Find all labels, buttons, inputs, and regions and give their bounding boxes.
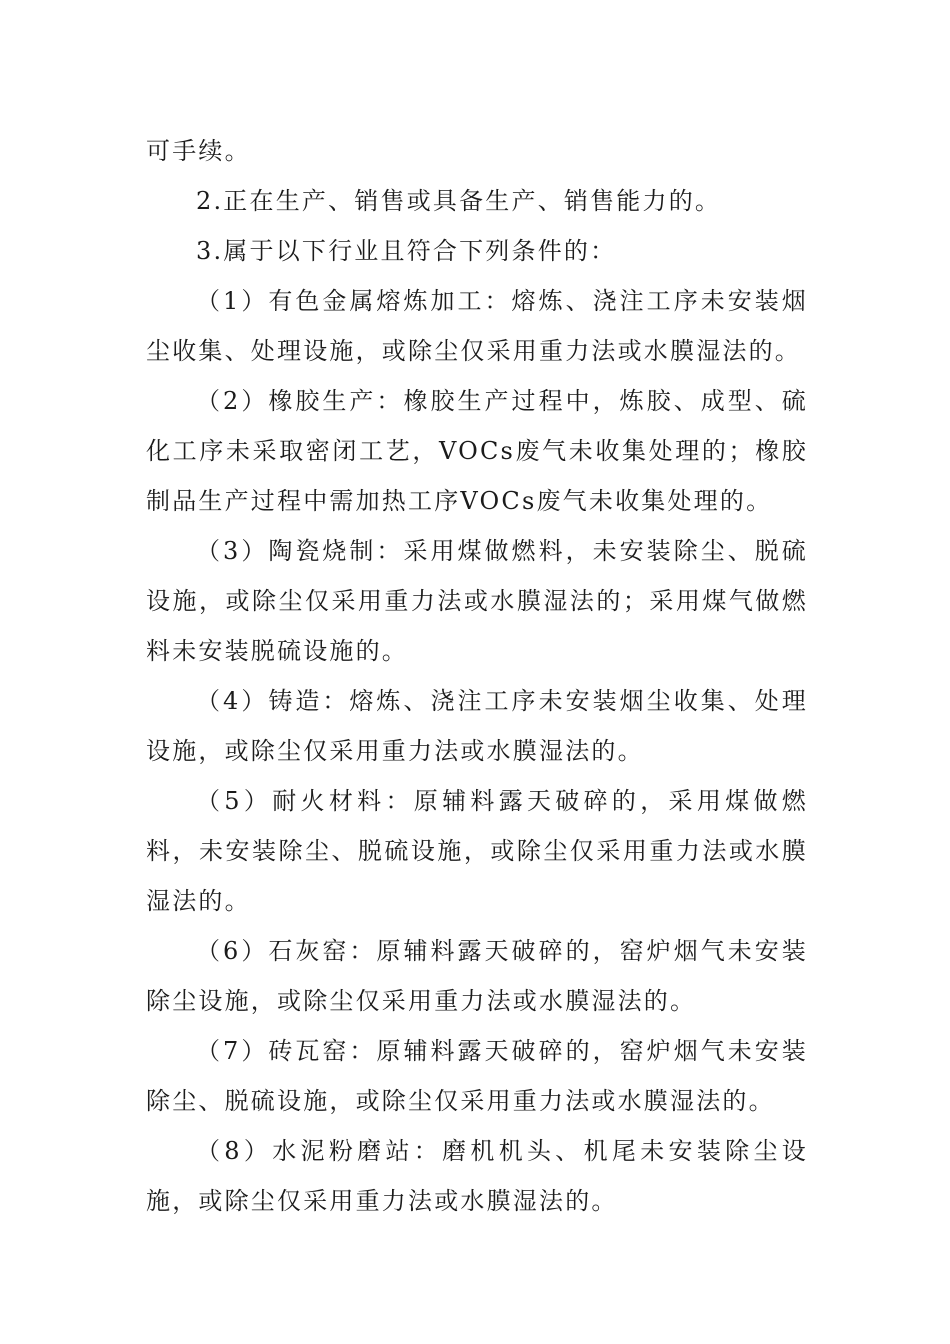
industry-item-2: （2）橡胶生产：橡胶生产过程中，炼胶、成型、硫化工序未采取密闭工艺，VOCs废气未收集处理的；橡胶制品生产过程中需加热工序VOCs废气未收集处理的。	[146, 387, 808, 515]
industry-item-3: （3）陶瓷烧制：采用煤做燃料，未安装除尘、脱硫设施，或除尘仅采用重力法或水膜湿法的；采用煤气做燃料未安装脱硫设施的。	[146, 537, 808, 665]
industry-item-5: （5）耐火材料：原辅料露天破碎的，采用煤做燃料，未安装除尘、脱硫设施，或除尘仅采用重力法或水膜湿法的。	[146, 787, 808, 915]
industry-item-8: （8）水泥粉磨站：磨机机头、机尾未安装除尘设施，或除尘仅采用重力法或水膜湿法的。	[146, 1137, 808, 1215]
industry-item-7: （7）砖瓦窑：原辅料露天破碎的，窑炉烟气未安装除尘、脱硫设施，或除尘仅采用重力法或水膜湿法的。	[146, 1037, 808, 1115]
condition-item-3: 3.属于以下行业且符合下列条件的：	[196, 237, 617, 265]
industry-item-1: （1）有色金属熔炼加工：熔炼、浇注工序未安装烟尘收集、处理设施，或除尘仅采用重力法或水膜湿法的。	[146, 287, 808, 365]
industry-item-6: （6）石灰窑：原辅料露天破碎的，窑炉烟气未安装除尘设施，或除尘仅采用重力法或水膜湿法的。	[146, 937, 808, 1015]
document-body	[146, 126, 808, 1226]
condition-item-2: 2.正在生产、销售或具备生产、销售能力的。	[196, 187, 722, 215]
continuation-paragraph: 可手续。	[146, 137, 251, 165]
industry-item-4: （4）铸造：熔炼、浇注工序未安装烟尘收集、处理设施，或除尘仅采用重力法或水膜湿法的。	[146, 687, 808, 765]
